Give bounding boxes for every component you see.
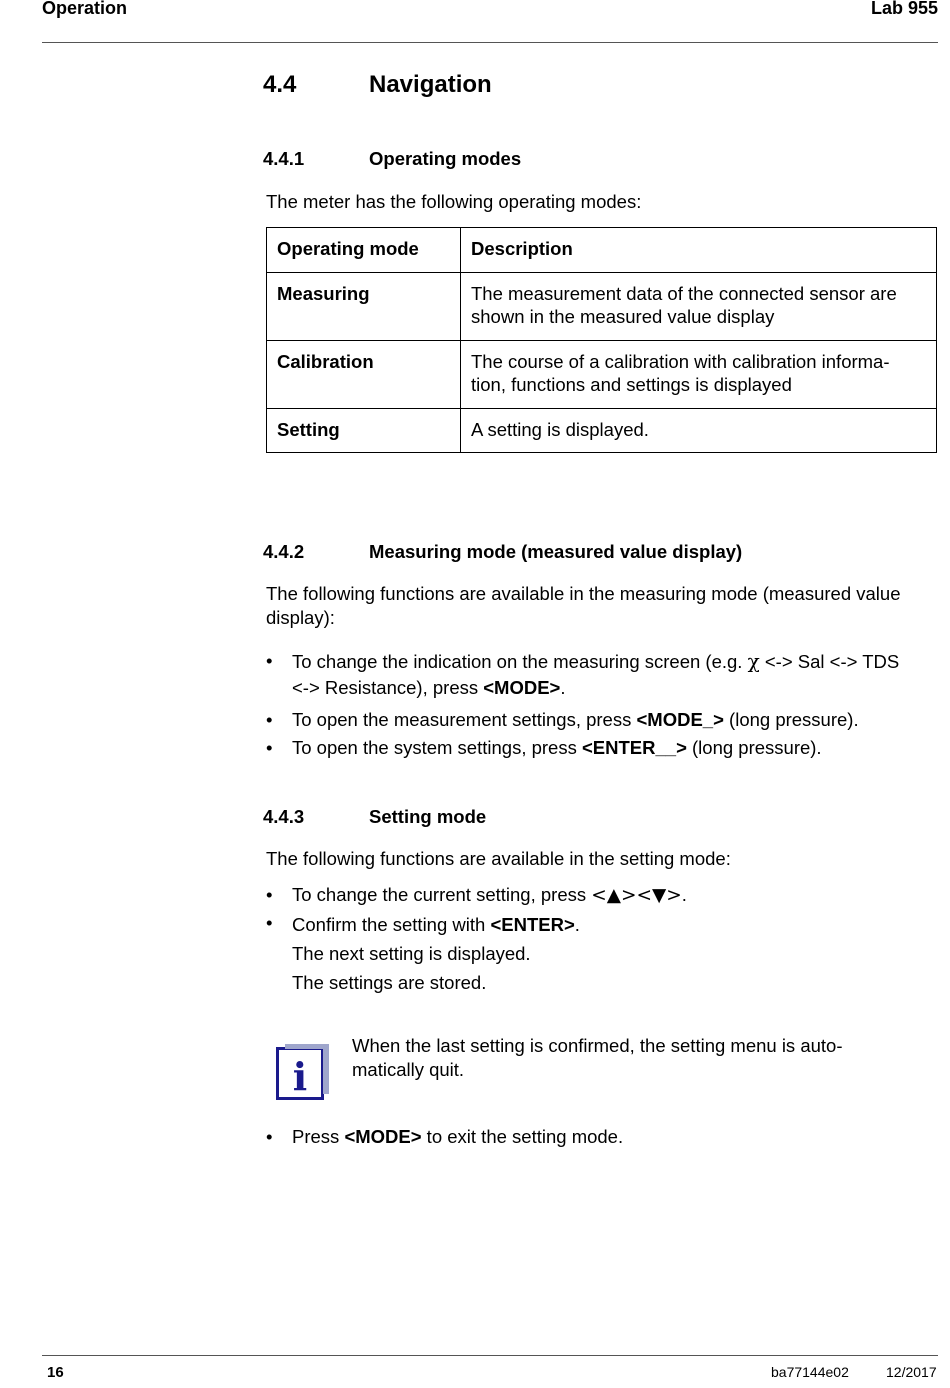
table-row	[267, 341, 937, 409]
key-mode-long: <MODE_>	[636, 709, 724, 730]
info-icon	[276, 1043, 330, 1101]
bullet-exit-setting	[292, 1124, 623, 1150]
operating-modes-table	[266, 227, 937, 453]
section-number: 4.4	[263, 71, 297, 98]
bullet-confirm-setting	[292, 910, 580, 997]
mode-cell: Setting	[267, 409, 461, 453]
bullet-marker: •	[266, 884, 273, 905]
subsection-number-442: 4.4.2	[263, 541, 305, 562]
description-line: shown in the measured value display	[471, 306, 775, 327]
intro-441: The meter has the following operating modes:	[266, 191, 642, 212]
description-cell: A setting is displayed.	[461, 409, 937, 453]
bullet-text: (long pressure).	[723, 709, 859, 730]
bullet-marker: •	[266, 737, 273, 758]
intro-442	[266, 582, 901, 630]
document-date: 12/2017	[886, 1364, 937, 1380]
bullet-text: (long pressure).	[686, 737, 822, 758]
subsection-number-443: 4.4.3	[263, 806, 305, 827]
key-enter: <ENTER>	[490, 914, 575, 935]
section-title: Navigation	[369, 71, 492, 98]
note-line: matically quit.	[352, 1059, 465, 1080]
info-icon-letter: i	[292, 1054, 308, 1099]
description-line: tion, functions and settings is displayed	[471, 374, 792, 395]
bullet-text: To change the current setting, press	[292, 884, 592, 905]
document-code: ba77144e02	[771, 1364, 849, 1380]
subsection-number-441: 4.4.1	[263, 148, 305, 169]
header-left: Operation	[42, 0, 128, 18]
bullet-text: Press	[292, 1126, 345, 1147]
header-rule	[42, 42, 938, 43]
table-row	[267, 409, 937, 453]
header-right: Lab 955	[870, 0, 938, 18]
bullet-text: .	[681, 884, 687, 905]
mode-cell: Calibration	[267, 341, 461, 409]
bullet-text: Confirm the setting with	[292, 914, 491, 935]
chi-symbol: χ	[747, 649, 760, 673]
bullet-text: .	[560, 677, 566, 698]
bullet-change-indication	[292, 648, 899, 701]
intro-line: The following functions are available in the measuring mode (measured value	[266, 583, 901, 604]
subsection-title-443: Setting mode	[369, 806, 487, 827]
footer-rule	[42, 1355, 938, 1356]
bullet-text: The next setting is displayed.	[292, 943, 531, 964]
table-row	[267, 273, 937, 341]
col-header-description: Description	[461, 228, 937, 273]
note-line: When the last setting is confirmed, the setting menu is auto-	[352, 1035, 843, 1056]
description-cell	[461, 273, 937, 341]
bullet-system-settings	[292, 735, 822, 761]
key-mode: <MODE>	[344, 1126, 422, 1147]
subsection-title-441: Operating modes	[369, 148, 522, 169]
page-number: 16	[47, 1364, 64, 1381]
intro-443: The following functions are available in the setting mode:	[266, 848, 731, 869]
bullet-text: To open the measurement settings, press	[292, 709, 637, 730]
bullet-measurement-settings	[292, 707, 859, 733]
bullet-text: <-> Resistance), press	[292, 677, 484, 698]
key-enter-long: <ENTER__>	[581, 737, 687, 758]
bullet-marker: •	[266, 650, 273, 671]
info-note	[352, 1034, 843, 1082]
bullet-marker: •	[266, 709, 273, 730]
col-header-mode: Operating mode	[267, 228, 461, 273]
key-arrows: <▲><▼>	[591, 885, 682, 906]
key-mode: <MODE>	[483, 677, 561, 698]
subsection-title-442: Measuring mode (measured value display)	[369, 541, 743, 562]
description-cell	[461, 341, 937, 409]
mode-cell: Measuring	[267, 273, 461, 341]
table-header-row	[267, 228, 937, 273]
bullet-text: To open the system settings, press	[292, 737, 582, 758]
bullet-text: <-> Sal <-> TDS	[759, 651, 900, 672]
intro-line: display):	[266, 607, 335, 628]
description-line: The course of a calibration with calibration informa-	[471, 351, 890, 372]
info-icon-graphic	[276, 1043, 330, 1101]
bullet-text: .	[574, 914, 580, 935]
bullet-text: The settings are stored.	[292, 972, 487, 993]
bullet-text: To change the indication on the measuring screen (e.g.	[292, 651, 748, 672]
bullet-change-setting	[292, 882, 687, 909]
bullet-marker: •	[266, 912, 273, 933]
bullet-text: to exit the setting mode.	[421, 1126, 624, 1147]
description-line: The measurement data of the connected sensor are	[471, 283, 897, 304]
bullet-marker: •	[266, 1126, 273, 1147]
